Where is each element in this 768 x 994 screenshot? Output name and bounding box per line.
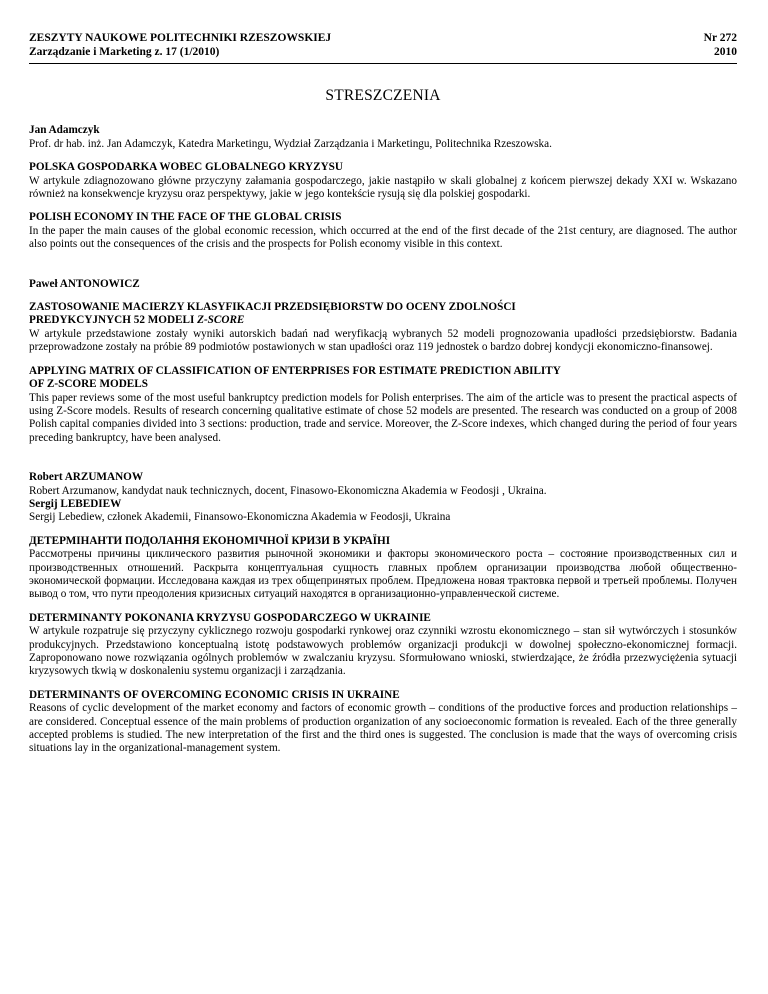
abstract-pl: W artykule zdiagnozowano główne przyczyny załamania gospodarczego, jakie nastąpiło w skali globalnej z końcem pierwszej dekady XXI w. Wskazano również na konsekwencje kryzysu oraz perspektywy, jakie w jego kontekście rysują się dla polskiej gospodarki. — [29, 174, 737, 201]
author-affiliation: Robert Arzumanow, kandydat nauk technicznych, docent, Finasowo-Ekonomiczna Akademia w Feodosji , Ukraina. — [29, 484, 547, 497]
abstract-entry — [29, 471, 737, 756]
paper-title-en: POLISH ECONOMY IN THE FACE OF THE GLOBAL CRISIS — [29, 211, 342, 224]
paper-title-pl-line2-text: PREDYKCYJNYCH 52 MODELI — [29, 314, 198, 327]
paper-title-pl — [29, 301, 737, 328]
paper-title-pl: DETERMINANTY POKONANIA KRYZYSU GOSPODARCZEGO W UKRAINIE — [29, 611, 431, 624]
abstract-en: In the paper the main causes of the global economic recession, which occurred at the end of the first decade of the 21st century, are diagnosed. The author also points out the consequences of the crisis and the prospects for Polish economy visible in this context. — [29, 224, 737, 251]
issue-year: 2010 — [714, 45, 737, 58]
paper-title-en-line2: OF Z-SCORE MODELS — [29, 378, 148, 391]
abstract-entry — [29, 124, 737, 251]
author-name: Sergij LEBEDIEW — [29, 497, 122, 510]
journal-name: ZESZYTY NAUKOWE POLITECHNIKI RZESZOWSKIEJ — [29, 32, 332, 44]
abstract-ru: Рассмотрены причины циклического развития рыночной экономики и факторы экономического роста – состояние производственных сил и производственных отношений. Раскрыта концептуальная сущность главных проблем организации производства любой общественно-экономической формации. Исследована каждая из трех общепринятых проблем. Предложена новая трактовка первой и третьей проблемы. Получен вывод о том, что пути преодоления кризисных ситуаций находятся в организационно-управленческой системе. — [29, 548, 737, 601]
section-title: STRESZCZENIA — [325, 87, 441, 104]
document-page — [29, 32, 737, 756]
paper-title-ua: ДЕТЕРМІНАНТИ ПОДОЛАННЯ ЕКОНОМІЧНОЇ КРИЗИ В УКРАЇНІ — [29, 534, 391, 547]
paper-title-pl-line2 — [29, 314, 737, 327]
abstract-pl: W artykule przedstawione zostały wyniki autorskich badań nad weryfikacją wybranych 52 modeli prognozowania upadłości przedsiębiorstw. Badania przeprowadzone zostały na próbie 89 podmiotów postawionych w stan upadłości oraz 119 jednostek o bardzo dobrej kondycji ekonomiczno-finansowej. — [29, 327, 737, 354]
entry-spacer — [29, 252, 737, 278]
author-affiliation: Sergij Lebediew, członek Akademii, Finansowo-Ekonomiczna Akademia w Feodosji, Ukraina — [29, 511, 451, 524]
header-divider — [29, 63, 737, 64]
issue-number: Nr 272 — [703, 32, 737, 44]
abstract-en: This paper reviews some of the most useful bankruptcy prediction models for Polish enterprises. The aim of the article was to present the practical aspects of using Z-Score models. Results of research concerning qualitative estimate of chose 52 models are presented. The research was conducted on a group of 2008 Polish capital companies divided into 3 sections: production, trade and service. Moreover, the Z-Score indexes, which changed during the period of four years preceding bankruptcy, have been analysed. — [29, 391, 737, 444]
paper-title-pl: POLSKA GOSPODARKA WOBEC GLOBALNEGO KRYZYSU — [29, 161, 343, 174]
paper-title-pl-italic: Z-SCORE — [197, 314, 245, 327]
paper-title-en — [29, 365, 737, 392]
paper-title-en-line1: APPLYING MATRIX OF CLASSIFICATION OF ENTERPRISES FOR ESTIMATE PREDICTION ABILITY — [29, 364, 561, 377]
paper-title-pl-line1: ZASTOSOWANIE MACIERZY KLASYFIKACJI PRZEDSIĘBIORSTW DO OCENY ZDOLNOŚCI — [29, 301, 516, 314]
author-name: Robert ARZUMANOW — [29, 471, 144, 484]
page-header — [29, 32, 737, 59]
abstract-en: Reasons of cyclic development of the market economy and factors of economic growth – conditions of the productive forces and production relationships – are considered. Conceptual essence of the main problems of production organization of any socioeconomic formation is revealed. Each of the three generally accepted problems is studied. The new interpretation of the first and the third ones is suggested. The conclusion is made that the ways of overcoming crisis situations lay in the organizational-management system. — [29, 702, 737, 755]
author-name: Paweł ANTONOWICZ — [29, 277, 140, 290]
paper-title-en: DETERMINANTS OF OVERCOMING ECONOMIC CRISIS IN UKRAINE — [29, 688, 400, 701]
abstract-pl: W artykule rozpatruje się przyczyny cyklicznego rozwoju gospodarki rynkowej oraz czynniki wzrostu ekonomicznego – stan sił wytwórczych i stosunków produkcyjnych. Przedstawiono konceptualną istotę podstawowych problemów organizacji produkcji w dowolnej społeczno-ekonomicznej formacji. Zaproponowano nowe rozwiązania ogólnych problemów w zwalczaniu kryzysu. Sformułowano wnioski, stwierdzające, że źródła przezwyciężenia sytuacji kryzysowych tkwią w doskonaleniu systemu organizacji i zarządzania. — [29, 625, 737, 678]
journal-series: Zarządzanie i Marketing z. 17 (1/2010) — [29, 45, 220, 58]
abstract-entry — [29, 278, 737, 445]
author-name: Jan Adamczyk — [29, 124, 100, 137]
author-affiliation: Prof. dr hab. inż. Jan Adamczyk, Katedra Marketingu, Wydział Zarządzania i Marketingu, Politechnika Rzeszowska. — [29, 137, 552, 150]
entry-spacer — [29, 445, 737, 471]
